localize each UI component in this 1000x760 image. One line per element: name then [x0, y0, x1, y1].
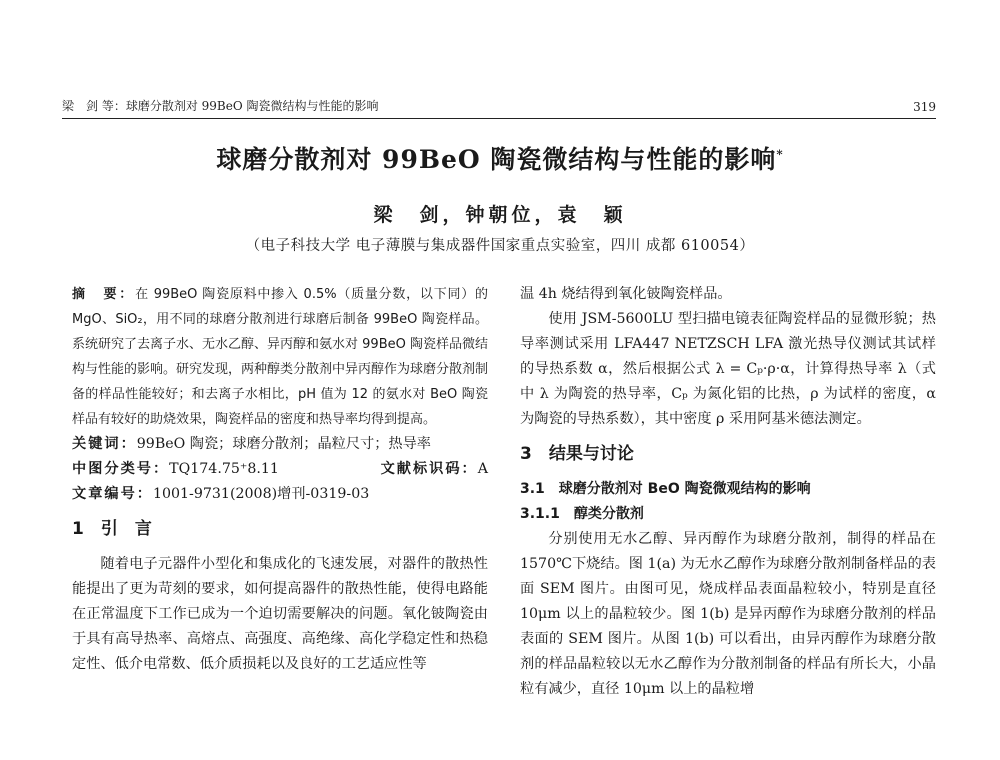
doc-value: A: [477, 461, 488, 477]
paper-title-text: 球磨分散剂对 99BeO 陶瓷微结构与性能的影响: [216, 145, 777, 174]
title-footnote-mark: *: [776, 147, 784, 162]
article-label: 文章编号：: [72, 486, 153, 502]
authors: 梁 剑，钟朝位，袁 颖: [373, 204, 627, 226]
subsection-heading-3-1: 3.1 球磨分散剂对 BeO 陶瓷微观结构的影响: [520, 481, 811, 497]
keywords-text: 99BeO 陶瓷；球磨分散剂；晶粒尺寸；热导率: [136, 436, 431, 452]
clc-value: TQ174.75⁺8.11: [169, 461, 279, 477]
affiliation: （电子科技大学 电子薄膜与集成器件国家重点实验室，四川 成都 610054）: [245, 238, 755, 254]
article-number: [72, 482, 488, 507]
abstract-text: 在 99BeO 陶瓷原料中掺入 0.5%（质量分数，以下同）的 MgO、SiO₂，用不同的球磨分散剂进行球磨后制备 99BeO 陶瓷样品。系统研究了去离子水、无水乙醇、异丙醇和氨水对 99BeO 陶瓷样品微结构与性能的影响。研究发现，两种醇类分散剂中异丙醇作为球磨分散剂制备的样品性能较好；和去离子水相比，pH 值为 12 的氨水对 BeO 陶瓷样品有较好的助烧效果，陶瓷样品的密度和热导率均得到提高。: [72, 287, 489, 427]
article-value: 1001-9731(2008)增刊-0319-03: [152, 486, 370, 502]
clc: [72, 457, 279, 482]
classification-row: [72, 457, 488, 482]
section-heading-intro: 1 引 言: [72, 519, 152, 539]
running-header: [62, 97, 936, 119]
doc-code: [381, 457, 488, 482]
subsection-heading-3-1-1: 3.1.1 醇类分散剂: [520, 506, 644, 522]
keywords-label: 关键词：: [72, 436, 137, 452]
page-number: 319: [913, 100, 936, 114]
right-column: [520, 282, 936, 702]
abstract-label: 摘 要：: [72, 287, 136, 302]
running-title: 梁 剑 等：球磨分散剂对 99BeO 陶瓷微结构与性能的影响: [62, 99, 379, 113]
abstract: [72, 282, 488, 432]
right-paragraph-2: 使用 JSM-5600LU 型扫描电镜表征陶瓷样品的显微形貌；热导率测试采用 LFA447 NETZSCH LFA 激光热导仪测试其试样的导热系数 α，然后根据公式 λ = Cₚ·ρ·α，计算得热导率 λ（式中 λ 为陶瓷的热导率，Cₚ 为氮化铝的比热，ρ 为试样的密度，α 为陶瓷的导热系数），其中密度 ρ 采用阿基米德法测定。: [520, 311, 936, 427]
intro-paragraph: 随着电子元器件小型化和集成化的飞速发展，对器件的散热性能提出了更为苛刻的要求，如何提高器件的散热性能，使得电路能在正常温度下工作已成为一个迫切需要解决的问题。氧化铍陶瓷由于具有高导热率、高熔点、高强度、高绝缘、高化学稳定性和热稳定性、低介电常数、低介质损耗以及良好的工艺适应性等: [72, 556, 488, 672]
right-paragraph-1: 温 4h 烧结得到氧化铍陶瓷样品。: [520, 286, 732, 302]
paper-title: [0, 140, 1000, 176]
doc-label: 文献标识码：: [380, 461, 478, 477]
right-paragraph-3: 分别使用无水乙醇、异丙醇作为球磨分散剂，制得的样品在 1570℃下烧结。图 1(a) 为无水乙醇作为球磨分散剂制备样品的表面 SEM 图片。由图可见，烧成样品表面晶粒较小，特别是直径 10μm 以上的晶粒较少。图 1(b) 是异丙醇作为球磨分散剂的样品表面的 SEM 图片。从图 1(b) 可以看出，由异丙醇作为球磨分散剂的样品晶粒较以无水乙醇作为分散剂制备的样品有所长大，小晶粒有减少，直径 10μm 以上的晶粒增: [520, 531, 936, 697]
clc-label: 中图分类号：: [72, 461, 170, 477]
left-column: [72, 282, 488, 677]
keywords: [72, 432, 488, 457]
section-heading-results: 3 结果与讨论: [520, 444, 634, 464]
